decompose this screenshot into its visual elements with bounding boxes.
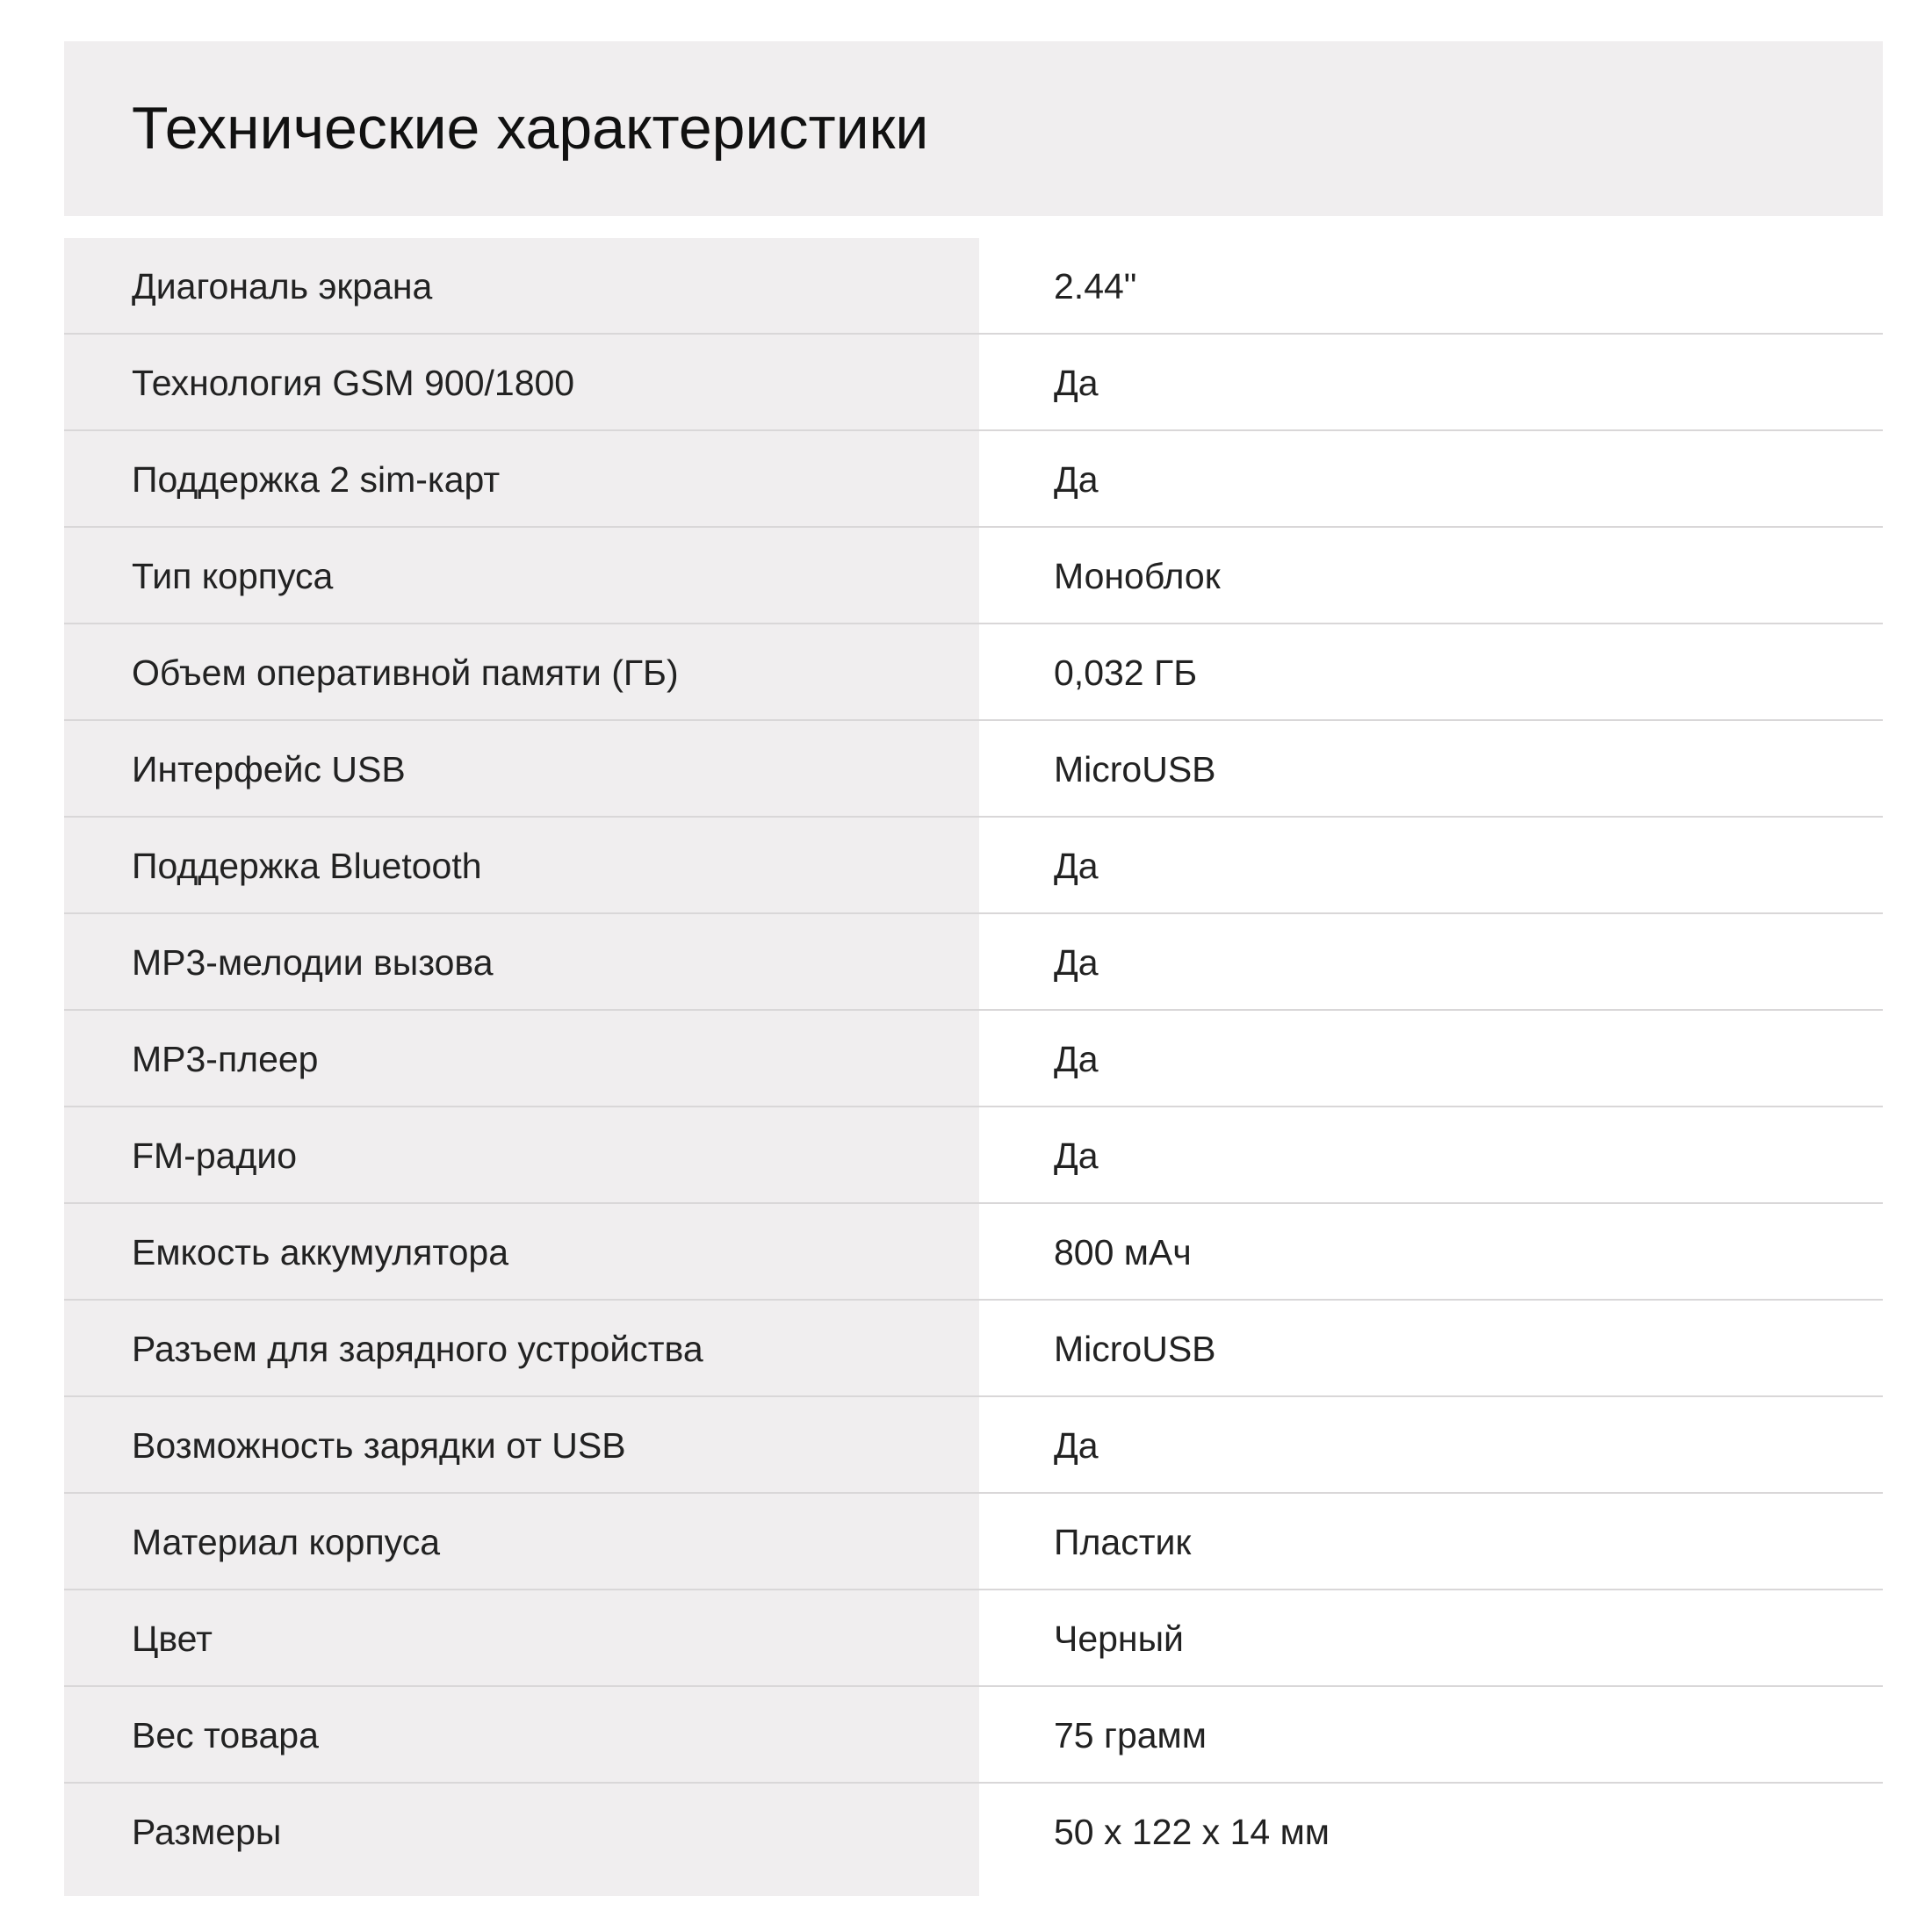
spec-label: MP3-плеер — [132, 1039, 319, 1079]
spec-value: Да — [1054, 1039, 1099, 1079]
spec-value: Да — [1054, 1425, 1099, 1466]
page-title: Технические характеристики — [132, 95, 929, 162]
spec-value: MicroUSB — [1054, 1329, 1216, 1369]
spec-value: Черный — [1054, 1618, 1184, 1659]
spec-row — [64, 1494, 1883, 1590]
spec-value: Да — [1054, 459, 1099, 500]
spec-value: Да — [1054, 846, 1099, 886]
spec-label: Интерфейс USB — [132, 749, 406, 789]
spec-label: Разъем для зарядного устройства — [132, 1329, 703, 1369]
spec-label: Поддержка Bluetooth — [132, 846, 482, 886]
spec-row — [64, 335, 1883, 431]
spec-label: Возможность зарядки от USB — [132, 1425, 626, 1466]
spec-label: FM-радио — [132, 1135, 298, 1176]
spec-value: 50 x 122 x 14 мм — [1054, 1812, 1330, 1852]
spec-row — [64, 1107, 1883, 1204]
spec-row — [64, 1204, 1883, 1301]
spec-row — [64, 528, 1883, 624]
spec-row — [64, 914, 1883, 1011]
spec-value: Моноблок — [1054, 556, 1221, 596]
spec-label: MP3-мелодии вызова — [132, 942, 494, 983]
spec-label: Вес товара — [132, 1715, 319, 1755]
spec-row — [64, 1590, 1883, 1687]
spec-label: Объем оперативной памяти (ГБ) — [132, 652, 679, 693]
spec-label: Диагональ экрана — [132, 266, 433, 306]
spec-value: 75 грамм — [1054, 1715, 1207, 1755]
spec-row — [64, 721, 1883, 818]
spec-row — [64, 431, 1883, 528]
specs-header — [64, 41, 1883, 216]
spec-value: Да — [1054, 1135, 1099, 1176]
spec-row — [64, 1784, 1883, 1880]
spec-label: Цвет — [132, 1618, 213, 1659]
spec-label: Размеры — [132, 1812, 282, 1852]
spec-label: Технология GSM 900/1800 — [132, 363, 575, 403]
spec-value: Да — [1054, 363, 1099, 403]
spec-value: 2.44" — [1054, 266, 1137, 306]
spec-row — [64, 818, 1883, 914]
spec-label: Поддержка 2 sim-карт — [132, 459, 501, 500]
spec-row — [64, 238, 1883, 335]
spec-value: MicroUSB — [1054, 749, 1216, 789]
spec-label: Материал корпуса — [132, 1522, 441, 1562]
spec-row — [64, 624, 1883, 721]
spec-label: Тип корпуса — [132, 556, 334, 596]
spec-label: Емкость аккумулятора — [132, 1232, 509, 1272]
spec-row — [64, 1397, 1883, 1494]
spec-row — [64, 1687, 1883, 1784]
spec-value: Пластик — [1054, 1522, 1192, 1562]
spec-value: Да — [1054, 942, 1099, 983]
spec-value: 0,032 ГБ — [1054, 652, 1198, 693]
spec-row — [64, 1301, 1883, 1397]
spec-table — [64, 238, 1883, 1896]
spec-row — [64, 1011, 1883, 1107]
spec-value: 800 мАч — [1054, 1232, 1192, 1272]
